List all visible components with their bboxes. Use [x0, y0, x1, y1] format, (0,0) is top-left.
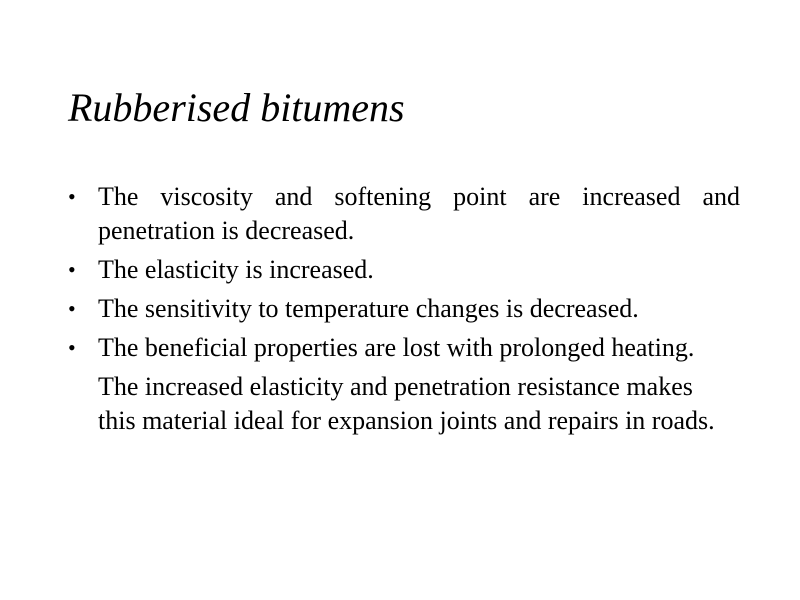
bullet-marker: •	[68, 184, 76, 209]
bullet-item-prolonged-heating	[68, 331, 740, 365]
bullet-marker: •	[68, 257, 76, 282]
slide-title: Rubberised bitumens	[68, 85, 405, 130]
bullet-list	[68, 180, 740, 443]
bullet-text: The beneficial properties are lost with prolonged heating.	[98, 333, 695, 362]
bullet-item-applications	[68, 370, 718, 438]
bullet-item-viscosity	[68, 180, 740, 248]
bullet-marker: •	[68, 335, 76, 360]
bullet-item-temperature-sensitivity	[68, 292, 740, 326]
bullet-item-elasticity	[68, 253, 740, 287]
bullet-marker: •	[68, 296, 76, 321]
bullet-text: The sensitivity to temperature changes is decreased.	[98, 294, 639, 323]
bullet-text: The increased elasticity and penetration resistance makes this material ideal for expansion joints and repairs in roads.	[98, 372, 715, 435]
bullet-text: The elasticity is increased.	[98, 255, 374, 284]
bullet-text: The viscosity and softening point are increased and penetration is decreased.	[98, 182, 740, 245]
